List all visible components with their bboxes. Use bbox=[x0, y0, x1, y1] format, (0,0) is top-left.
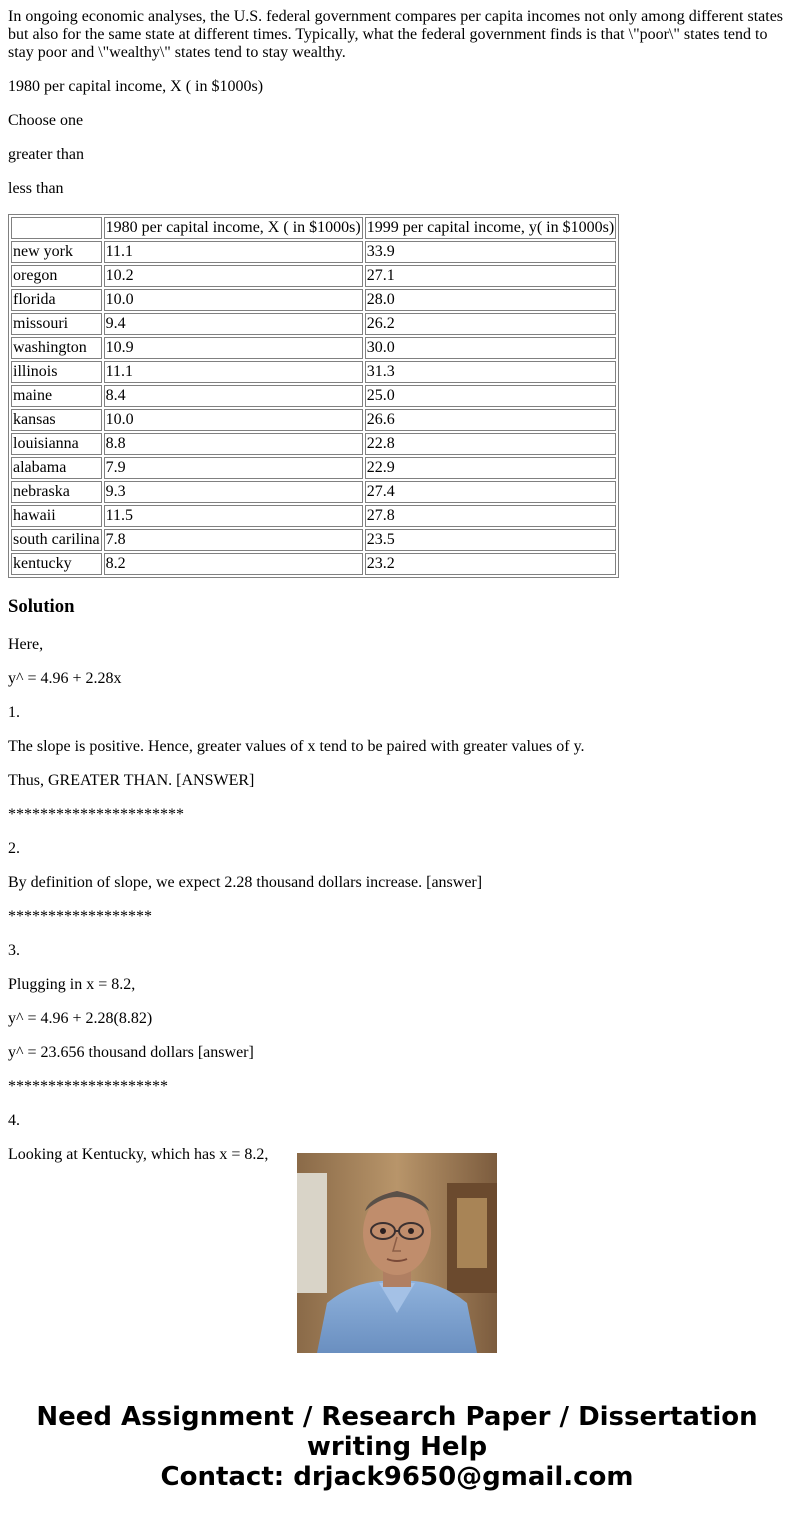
state-name-cell: kansas bbox=[11, 409, 102, 431]
income-1999-cell: 26.2 bbox=[365, 313, 617, 335]
income-1980-cell: 11.1 bbox=[104, 241, 363, 263]
table-row bbox=[11, 361, 616, 383]
state-name-cell: illinois bbox=[11, 361, 102, 383]
income-1999-cell: 23.2 bbox=[365, 553, 617, 575]
income-1980-cell: 7.8 bbox=[104, 529, 363, 551]
table-row bbox=[11, 553, 616, 575]
option-greater-than: greater than bbox=[8, 146, 84, 163]
x-variable-label: 1980 per capital income, X ( in $1000s) bbox=[8, 78, 264, 95]
table-header-cell bbox=[11, 217, 102, 239]
solution-line: ******************** bbox=[8, 1078, 168, 1095]
income-1980-cell: 10.2 bbox=[104, 265, 363, 287]
choose-one-prompt: Choose one bbox=[8, 112, 84, 129]
state-name-cell: new york bbox=[11, 241, 102, 263]
table-row bbox=[11, 433, 616, 455]
solution-line: 4. bbox=[8, 1112, 20, 1129]
solution-line: By definition of slope, we expect 2.28 thousand dollars increase. [answer] bbox=[8, 874, 483, 891]
income-1999-cell: 31.3 bbox=[365, 361, 617, 383]
table-header-row bbox=[11, 217, 616, 239]
income-1999-cell: 25.0 bbox=[365, 385, 617, 407]
income-1999-cell: 33.9 bbox=[365, 241, 617, 263]
solution-line: Looking at Kentucky, which has x = 8.2, bbox=[8, 1146, 269, 1163]
question-content bbox=[8, 0, 786, 1163]
state-name-cell: kentucky bbox=[11, 553, 102, 575]
solution-line: y^ = 4.96 + 2.28x bbox=[8, 670, 122, 687]
question-intro: In ongoing economic analyses, the U.S. federal government compares per capita incomes not only among different states but also for the same state at different times. Typically, what the federal government finds is that \"poor\" states tend to stay poor and \"wealthy\" states tend to stay wealthy. bbox=[8, 8, 784, 61]
solution-line: ****************** bbox=[8, 908, 152, 925]
table-header-cell: 1999 per capital income, y( in $1000s) bbox=[365, 217, 617, 239]
banner-line-2: writing Help bbox=[306, 1432, 488, 1462]
solution-line: Thus, GREATER THAN. [ANSWER] bbox=[8, 772, 255, 789]
income-1999-cell: 22.8 bbox=[365, 433, 617, 455]
table-row bbox=[11, 265, 616, 287]
table-header-cell: 1980 per capital income, X ( in $1000s) bbox=[104, 217, 363, 239]
income-1980-cell: 11.5 bbox=[104, 505, 363, 527]
income-1980-cell: 7.9 bbox=[104, 457, 363, 479]
table-row bbox=[11, 313, 616, 335]
income-1980-cell: 10.0 bbox=[104, 409, 363, 431]
solution-line: ********************** bbox=[8, 806, 184, 823]
income-1999-cell: 27.4 bbox=[365, 481, 617, 503]
solution-line: y^ = 23.656 thousand dollars [answer] bbox=[8, 1044, 254, 1061]
option-less-than: less than bbox=[8, 180, 64, 197]
table-row bbox=[11, 337, 616, 359]
solution-line: y^ = 4.96 + 2.28(8.82) bbox=[8, 1010, 153, 1027]
income-1980-cell: 8.4 bbox=[104, 385, 363, 407]
income-1999-cell: 22.9 bbox=[365, 457, 617, 479]
solution-line: Here, bbox=[8, 636, 44, 653]
banner-line-1: Need Assignment / Research Paper / Dissertation bbox=[36, 1402, 758, 1432]
state-name-cell: oregon bbox=[11, 265, 102, 287]
table-row bbox=[11, 241, 616, 263]
income-1999-cell: 26.6 bbox=[365, 409, 617, 431]
income-1980-cell: 9.3 bbox=[104, 481, 363, 503]
table-row bbox=[11, 385, 616, 407]
state-name-cell: louisianna bbox=[11, 433, 102, 455]
income-table bbox=[8, 214, 619, 578]
income-1999-cell: 23.5 bbox=[365, 529, 617, 551]
income-1999-cell: 28.0 bbox=[365, 289, 617, 311]
state-name-cell: alabama bbox=[11, 457, 102, 479]
state-name-cell: maine bbox=[11, 385, 102, 407]
solution-line: 2. bbox=[8, 840, 20, 857]
income-1999-cell: 27.1 bbox=[365, 265, 617, 287]
state-name-cell: florida bbox=[11, 289, 102, 311]
income-1980-cell: 9.4 bbox=[104, 313, 363, 335]
solution-line: The slope is positive. Hence, greater values of x tend to be paired with greater values of y. bbox=[8, 738, 585, 755]
table-row bbox=[11, 505, 616, 527]
income-1980-cell: 8.2 bbox=[104, 553, 363, 575]
income-1980-cell: 10.9 bbox=[104, 337, 363, 359]
banner-contact-line: Contact: drjack9650@gmail.com bbox=[160, 1462, 634, 1492]
contact-banner bbox=[0, 1402, 794, 1492]
solution-heading: Solution bbox=[8, 596, 75, 617]
table-row bbox=[11, 481, 616, 503]
state-name-cell: south carilina bbox=[11, 529, 102, 551]
state-name-cell: missouri bbox=[11, 313, 102, 335]
income-1980-cell: 8.8 bbox=[104, 433, 363, 455]
table-row bbox=[11, 457, 616, 479]
income-1999-cell: 30.0 bbox=[365, 337, 617, 359]
income-1999-cell: 27.8 bbox=[365, 505, 617, 527]
solution-body bbox=[8, 636, 786, 1164]
state-name-cell: hawaii bbox=[11, 505, 102, 527]
state-name-cell: nebraska bbox=[11, 481, 102, 503]
solution-line: Plugging in x = 8.2, bbox=[8, 976, 136, 993]
table-row bbox=[11, 289, 616, 311]
solution-line: 1. bbox=[8, 704, 20, 721]
author-avatar bbox=[297, 1153, 497, 1353]
table-row bbox=[11, 409, 616, 431]
income-1980-cell: 11.1 bbox=[104, 361, 363, 383]
state-name-cell: washington bbox=[11, 337, 102, 359]
table-row bbox=[11, 529, 616, 551]
income-1980-cell: 10.0 bbox=[104, 289, 363, 311]
solution-line: 3. bbox=[8, 942, 20, 959]
